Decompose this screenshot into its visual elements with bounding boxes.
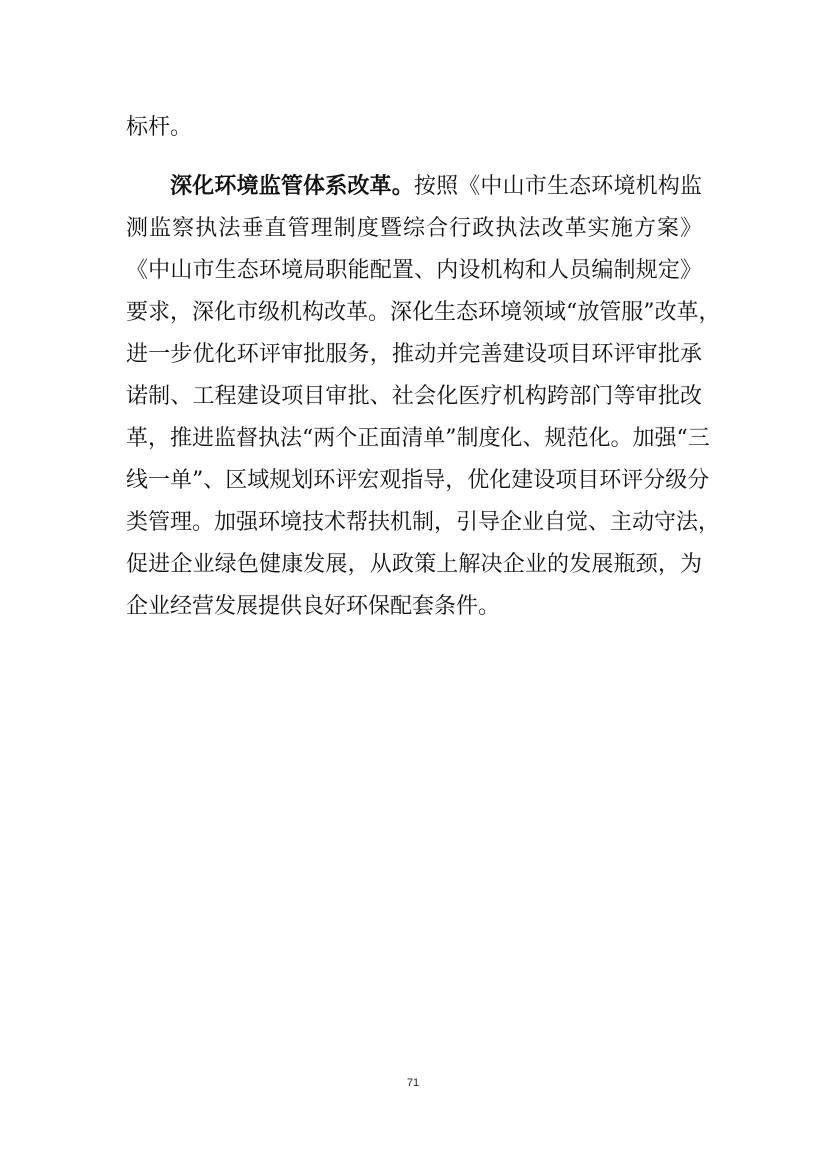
paragraph-line: 《中山市生态环境局职能配置、内设机构和人员编制规定》 bbox=[126, 258, 702, 283]
paragraph-line: 要求，深化市级机构改革。深化生态环境领域“放管服”改革， bbox=[126, 300, 721, 325]
paragraph-line: 诺制、工程建设项目审批、社会化医疗机构跨部门等审批改 bbox=[126, 384, 702, 409]
paragraph-line: 线一单”、区域规划环评宏观指导，优化建设项目环评分级分 bbox=[126, 468, 710, 493]
paragraph-heading: 深化环境监管体系改革。 bbox=[170, 174, 414, 199]
paragraph-line: 类管理。加强环境技术帮扶机制，引导企业自觉、主动守法， bbox=[126, 510, 721, 535]
page-number: 71 bbox=[406, 1077, 420, 1089]
continuation-line: 标杆。 bbox=[126, 115, 193, 140]
paragraph-line: 革，推进监督执法“两个正面清单”制度化、规范化。加强“三 bbox=[126, 426, 710, 451]
paragraph-first-line-text: 按照《中山市生态环境机构监 bbox=[413, 174, 702, 199]
paragraph-line: 促进企业绿色健康发展，从政策上解决企业的发展瓶颈，为 bbox=[126, 552, 702, 577]
paragraph-first-line bbox=[170, 172, 702, 202]
paragraph-line: 测监察执法垂直管理制度暨综合行政执法改革实施方案》 bbox=[126, 216, 702, 241]
paragraph-last-line: 企业经营发展提供良好环保配套条件。 bbox=[126, 594, 501, 619]
paragraph-line: 进一步优化环评审批服务，推动并完善建设项目环评审批承 bbox=[126, 342, 702, 367]
